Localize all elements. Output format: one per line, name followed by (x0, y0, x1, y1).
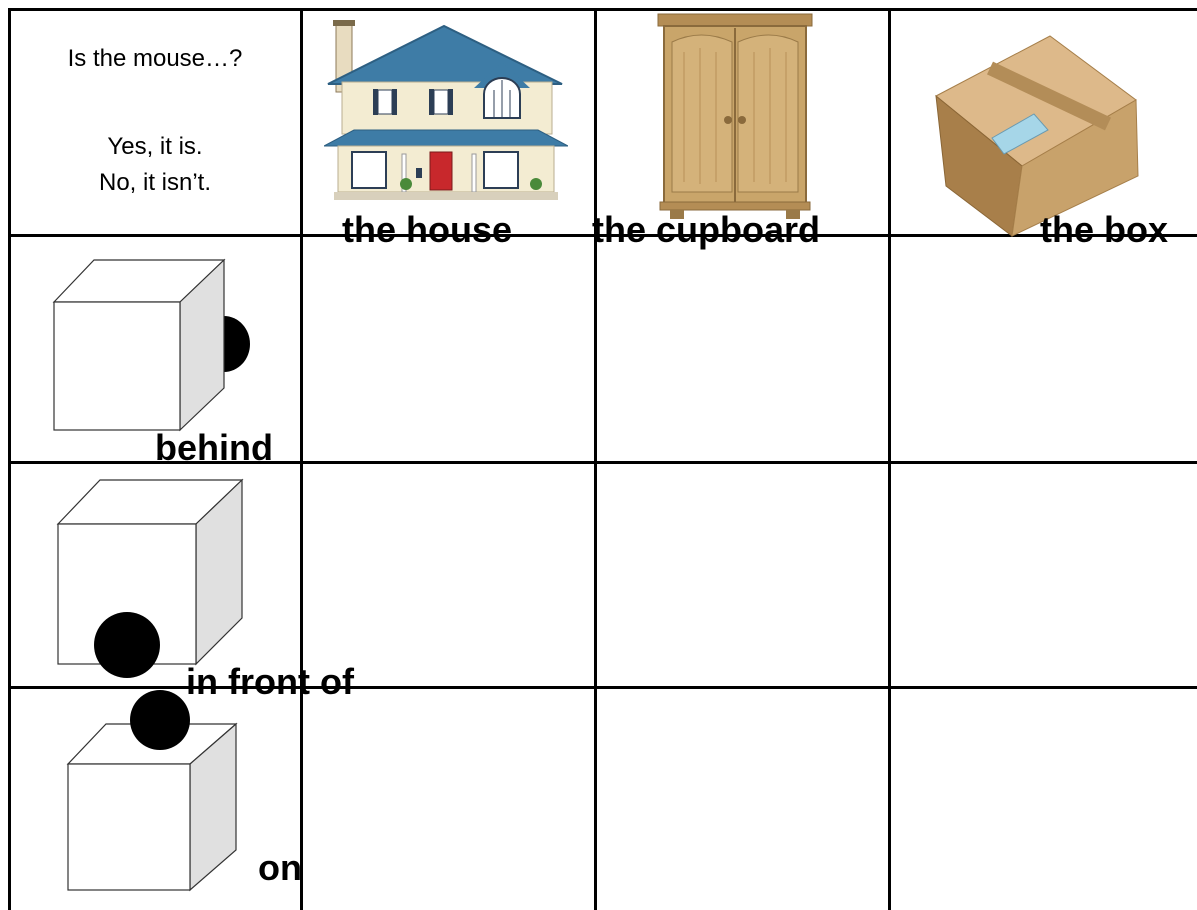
col-label-house: the house (342, 209, 513, 250)
grid-line-v3 (594, 8, 597, 910)
cupboard-icon (656, 12, 814, 220)
row-label-in-front-of: in front of (186, 661, 354, 702)
answer-yes: Yes, it is. (107, 133, 203, 160)
cube-ball-in-front-icon (56, 478, 246, 682)
col-label-box: the box (1040, 209, 1169, 250)
cube-ball-behind-icon (50, 258, 252, 434)
grid-line-v4 (888, 8, 891, 910)
col-label-cupboard: the cupboard (592, 209, 821, 250)
cardboard-box-icon (930, 26, 1142, 238)
row-label-behind: behind (155, 427, 273, 468)
answer-no: No, it isn’t. (98, 169, 212, 196)
question-prompt: Is the mouse…? (67, 45, 243, 72)
house-icon (324, 18, 568, 208)
row-label-on: on (258, 847, 302, 888)
cube-ball-on-icon (64, 688, 240, 894)
grid-line-v2 (300, 8, 303, 910)
grid-line-h0 (8, 8, 1197, 11)
